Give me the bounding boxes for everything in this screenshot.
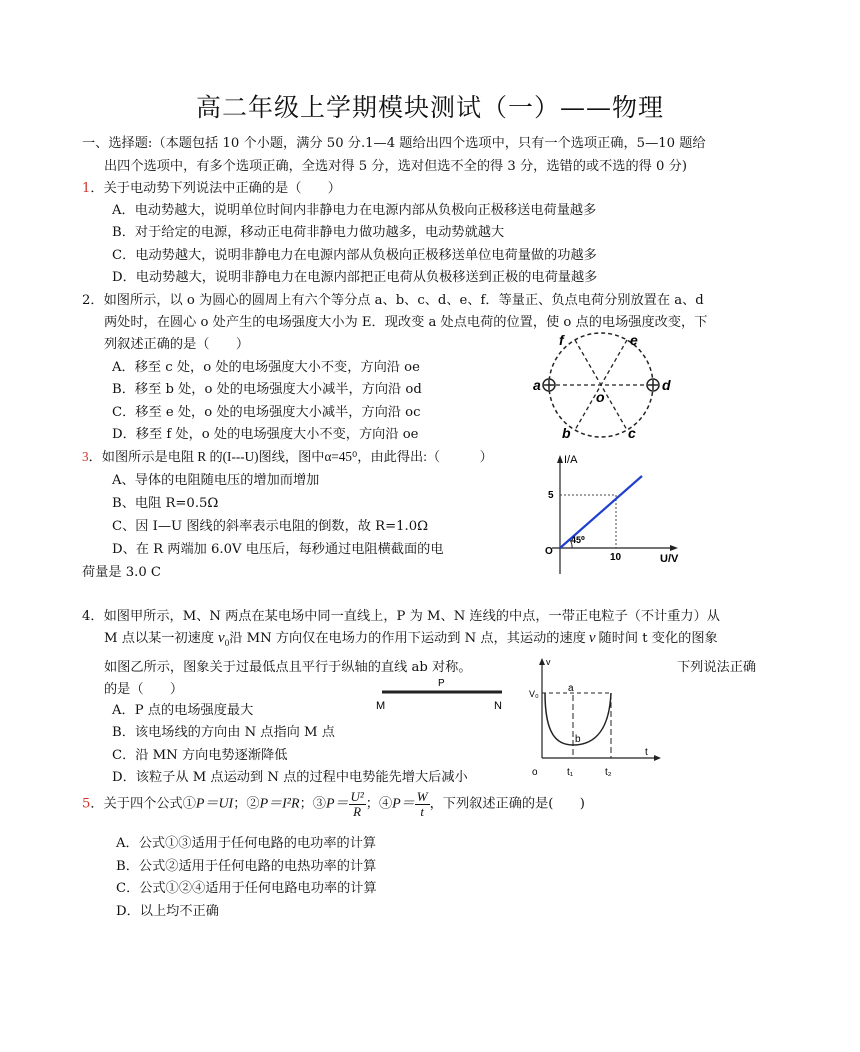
question-2-option-c: C．移至 e 处，o 处的电场强度大小减半，方向沿 oc	[112, 405, 421, 420]
question-1-stem: 1．关于电动势下列说法中正确的是（ ）	[82, 181, 341, 196]
question-4-option-d: D．该粒子从 M 点运动到 N 点的过程中电势能先增大后减小	[112, 770, 468, 785]
question-5-option-a: A．公式①③适用于任何电路的电功率的计算	[116, 836, 377, 851]
vt-graph-figure	[527, 655, 667, 780]
iu-graph-figure	[538, 452, 688, 580]
question-2-option-d: D．移至 f 处，o 处的电场强度大小不变，方向沿 oe	[112, 427, 419, 442]
label-d: d	[662, 377, 671, 393]
question-2-option-a: A．移至 c 处，o 处的电场强度大小不变，方向沿 oe	[112, 360, 420, 375]
formula-4-lhs: P＝	[392, 796, 415, 812]
question-4-option-b: B．该电场线的方向由 N 点指向 M 点	[112, 725, 335, 740]
v-axis-label: v	[546, 657, 551, 667]
label-a-point: a	[568, 683, 574, 694]
label-f: f	[559, 332, 564, 348]
question-5-option-b: B．公式②适用于任何电路的电热功率的计算	[116, 859, 377, 874]
circle-charges-figure	[528, 330, 678, 442]
page-title: 高二年级上学期模块测试（一）——物理	[195, 93, 664, 122]
question-1-number: 1	[82, 181, 91, 196]
question-4-stem-line-4: 的是（ ）	[104, 682, 184, 697]
question-3-number: 3	[82, 449, 89, 464]
question-5-option-d: D．以上均不正确	[116, 904, 219, 919]
formula-4-fraction: $\frac{W}{t}$	[416, 789, 428, 819]
question-1-option-b: B．对于给定的电源，移动正电荷非静电力做功越多，电动势就越大	[112, 225, 505, 240]
question-5-stem: 5．关于四个公式①P＝UI；②P＝I²R；③P＝ $\frac{\text{U²}}{R}$ ；④P＝ $\frac{W}{t}$ ，下列叙述正确的是( )	[82, 789, 585, 819]
question-3-option-a: A、导体的电阻随电压的增加而增加	[112, 473, 320, 488]
question-3-option-d: D、在 R 两端加 6.0V 电压后，每秒通过电阻横截面的电	[112, 542, 444, 557]
y-axis-label: I/A	[564, 454, 578, 466]
question-2-option-b: B．移至 b 处，o 处的电场强度大小减半，方向沿 od	[112, 382, 422, 397]
origin-label: O	[545, 546, 553, 557]
angle-label: 45⁰	[571, 535, 585, 545]
v0-symbol: $v_0$	[218, 630, 230, 648]
question-4-stem-line-1: 4．如图甲所示，M、N 两点在某电场中同一直线上，P 为 M、N 连线的中点，一带正电粒子（不计重力）从	[82, 609, 720, 624]
section-instructions-line-1: 一、选择题:（本题包括 10 个小题，满分 50 分.1—4 题给出四个选项中，只有一个选项正确，5—10 题给	[82, 136, 706, 151]
question-4-stem-line-3: 如图乙所示，图象关于过最低点且平行于纵轴的直线 ab 对称。	[104, 660, 472, 675]
origin-o-label: o	[532, 767, 538, 778]
question-4-stem-line-2: M 点以某一初速度 $v_0$沿 MN 方向仅在电场力的作用下运动到 N 点，其运动的速度 v 随时间 t 变化的图象	[104, 630, 718, 648]
t2-label: t₂	[605, 767, 612, 778]
formula-1: P＝UI	[195, 796, 234, 812]
question-4-stem-line-3-end: 下列说法正确	[677, 660, 757, 675]
label-b-point: b	[575, 734, 581, 745]
mn-line-figure	[376, 675, 512, 715]
label-c: c	[628, 425, 636, 441]
label-a: a	[533, 377, 541, 393]
label-e: e	[630, 332, 638, 348]
question-1-option-d: D．电动势越大，说明非静电力在电源内部把正电荷从负极移送到正极的电荷量越多	[112, 270, 598, 285]
label-b: b	[562, 425, 571, 441]
v0-label: V₀	[529, 689, 539, 699]
t1-label: t₁	[567, 767, 574, 778]
question-2-stem-line-2: 两处时，在圆心 o 处产生的电场强度大小为 E．现改变 a 处点电荷的位置，使 o 点的电场强度改变，下	[104, 315, 708, 330]
question-3-option-b: B、电阻 R=0.5Ω	[112, 496, 219, 511]
question-4-option-a: A．P 点的电场强度最大	[112, 703, 254, 718]
label-o: o	[596, 389, 605, 405]
label-n: N	[494, 700, 502, 712]
question-3-option-c: C、因 I—U 图线的斜率表示电阻的倒数，故 R=1.0Ω	[112, 519, 429, 534]
label-m: M	[376, 700, 386, 712]
question-2-stem-line-3: 列叙述正确的是（ ）	[104, 337, 250, 352]
question-1-option-c: C．电动势越大，说明非静电力在电源内部从负极向正极移送单位电荷量做的功越多	[112, 248, 597, 263]
x-axis-label: U/V	[660, 553, 679, 565]
question-2-stem-line-1: 2．如图所示，以 o 为圆心的圆周上有六个等分点 a、b、c、d、e、f．等量正、负点电荷分别放置在 a、d	[82, 293, 704, 308]
question-1-option-a: A．电动势越大，说明单位时间内非静电力在电源内部从负极向正极移送电荷量越多	[112, 203, 597, 218]
question-4-option-c: C．沿 MN 方向电势逐渐降低	[112, 748, 288, 763]
question-3-option-d-continued: 荷量是 3.0 C	[82, 565, 162, 580]
formula-3-fraction: $\frac{\text{U²}}{R}$	[350, 789, 364, 819]
question-3-stem: 3．如图所示是电阻 R 的(I---U)图线，图中α=45⁰，由此得出:（ ）	[82, 449, 493, 464]
y-tick-label: 5	[548, 490, 554, 501]
question-5-number: 5	[82, 796, 91, 812]
section-instructions-line-2: 出四个选项中，有多个选项正确，全选对得 5 分，选对但选不全的得 3 分，选错的或不选的得 0 分)	[104, 159, 687, 174]
v-symbol: v	[588, 630, 596, 646]
formula-2: P＝I²R	[259, 796, 300, 812]
formula-3-lhs: P＝	[325, 796, 349, 812]
question-5-option-c: C．公式①②④适用于任何电路电功率的计算	[116, 881, 377, 896]
label-p: P	[438, 678, 445, 689]
t-axis-label: t	[645, 747, 648, 758]
x-tick-label: 10	[610, 552, 622, 563]
